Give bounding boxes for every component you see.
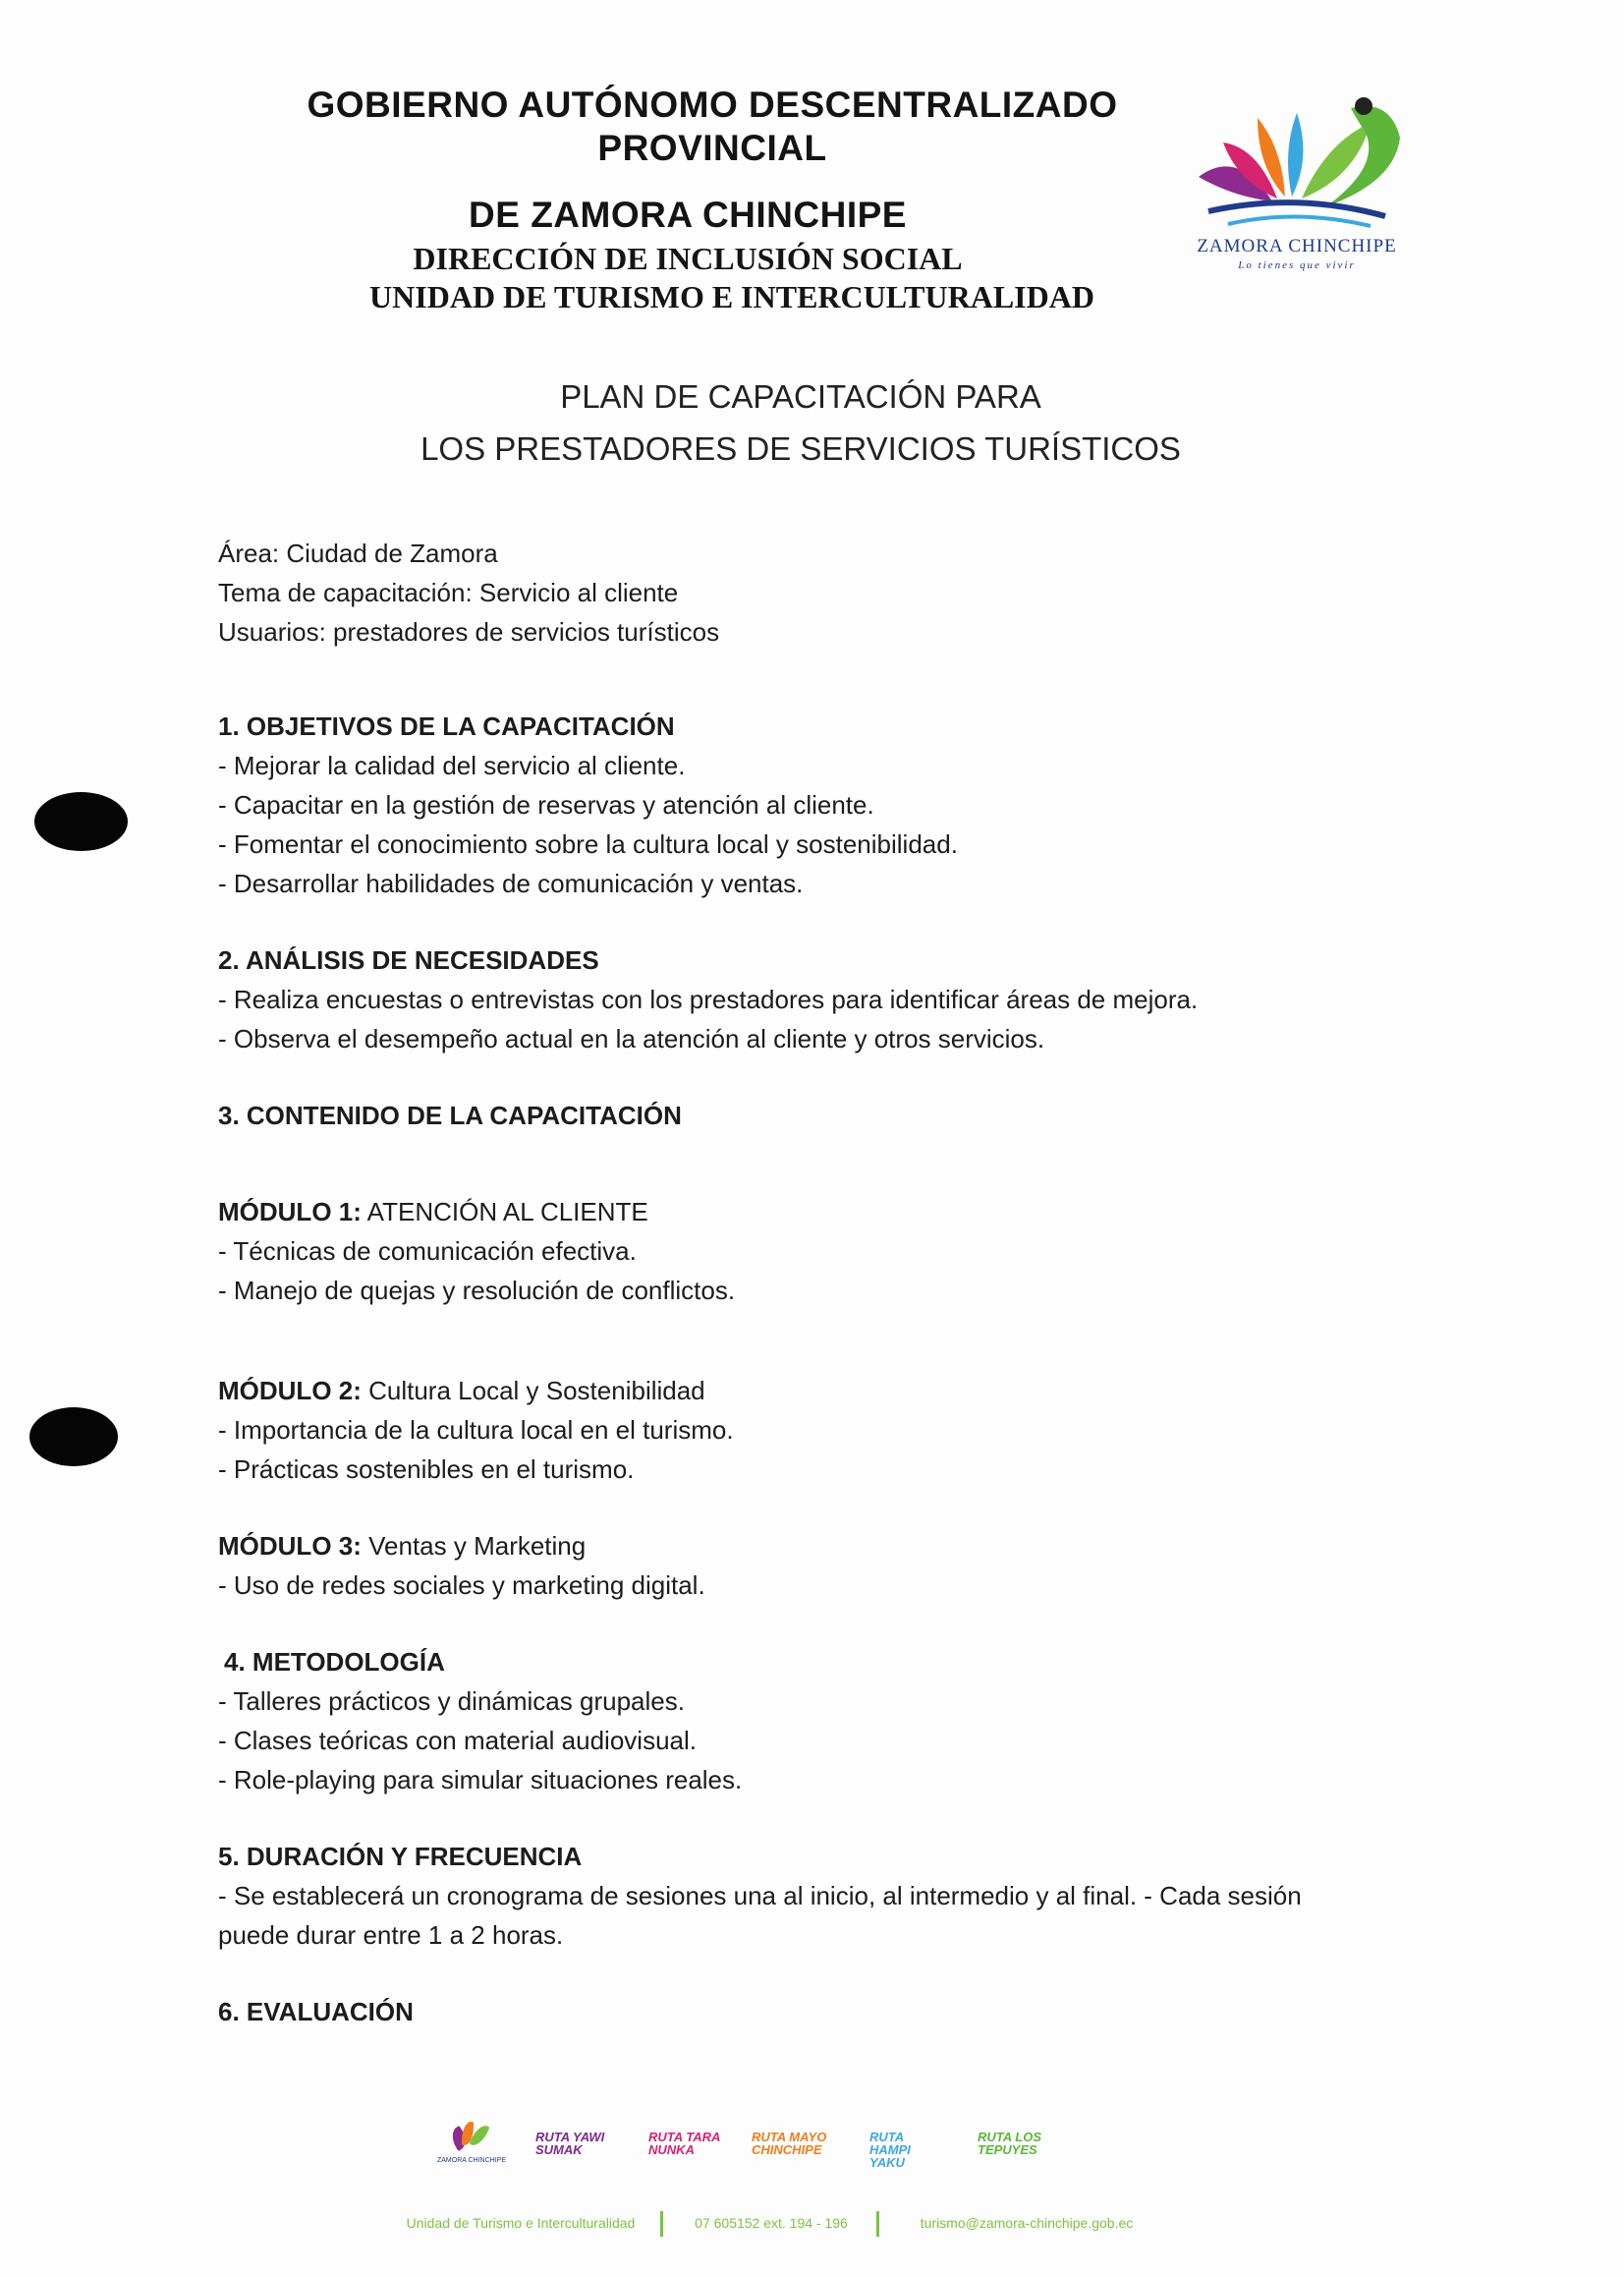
module-1-label: MÓDULO 1: [218,1197,362,1226]
header-line-3: DE ZAMORA CHINCHIPE [469,195,907,235]
s4-item: - Role-playing para simular situaciones reales. [218,1765,743,1794]
info-tema: Tema de capacitación: Servicio al cliente [218,578,679,607]
route-hampi-yaku: RUTA HAMPI YAKU [869,2130,911,2170]
section-2-heading: 2. ANÁLISIS DE NECESIDADES [218,945,599,975]
s5-line-1: - Se establecerá un cronograma de sesiones una al inicio, al intermedio y al final. - Cada sesión [218,1881,1302,1910]
route-los-tepuyes: RUTA LOS TEPUYES [978,2130,1041,2157]
section-1-heading: 1. OBJETIVOS DE LA CAPACITACIÓN [218,712,675,741]
route-mayo-chinchipe: RUTA MAYO CHINCHIPE [752,2130,827,2157]
document-title-line-1: PLAN DE CAPACITACIÓN PARA [560,378,1041,415]
footer-phone: 07 605152 ext. 194 - 196 [695,2215,848,2231]
header-line-1: GOBIERNO AUTÓNOMO DESCENTRALIZADO [307,85,1118,125]
m2-item: - Prácticas sostenibles en el turismo. [218,1454,635,1484]
footer-separator [660,2211,663,2237]
s2-item: - Observa el desempeño actual en la atención al cliente y otros servicios. [218,1024,1045,1053]
module-3-heading [218,1526,1495,1565]
s1-item: - Mejorar la calidad del servicio al cliente. [218,751,686,780]
s4-item: - Talleres prácticos y dinámicas grupales. [218,1686,685,1716]
s1-item: - Capacitar en la gestión de reservas y atención al cliente. [218,790,874,820]
logo [1179,88,1415,285]
header-line-2: PROVINCIAL [597,128,827,168]
logo-name: ZAMORA CHINCHIPE [1197,236,1397,256]
m1-item: - Manejo de quejas y resolución de conflictos. [218,1276,736,1305]
module-3-label: MÓDULO 3: [218,1531,362,1561]
m2-item: - Importancia de la cultura local en el turismo. [218,1415,734,1445]
section-5-heading: 5. DURACIÓN Y FRECUENCIA [218,1842,583,1871]
s2-item: - Realiza encuestas o entrevistas con los prestadores para identificar áreas de mejora. [218,985,1199,1014]
section-3-heading: 3. CONTENIDO DE LA CAPACITACIÓN [218,1101,682,1130]
s1-item: - Desarrollar habilidades de comunicación y ventas. [218,869,804,898]
section-6-heading: 6. EVALUACIÓN [218,1997,414,2026]
module-2-heading [218,1371,1495,1410]
parrot-lotus-logo-icon [1179,88,1415,246]
info-usuarios: Usuarios: prestadores de servicios turísticos [218,617,720,647]
logo-tagline: Lo tienes que vivir [1238,259,1356,271]
punch-hole-mark [29,1407,118,1466]
s5-line-2: puede durar entre 1 a 2 horas. [218,1920,564,1950]
footer-brand: ZAMORA CHINCHIPE [436,2157,506,2164]
module-2-title: Cultura Local y Sostenibilidad [361,1376,705,1405]
footer-separator [876,2211,879,2237]
document-title-line-2: LOS PRESTADORES DE SERVICIOS TURÍSTICOS [420,430,1181,467]
punch-hole-mark [34,792,128,851]
header-line-5: UNIDAD DE TURISMO E INTERCULTURALIDAD [369,279,1094,314]
header-line-4: DIRECCIÓN DE INCLUSIÓN SOCIAL [413,241,963,276]
m1-item: - Técnicas de comunicación efectiva. [218,1236,637,1266]
route-tara-nunka: RUTA TARA NUNKA [648,2130,720,2157]
footer-email: turismo@zamora-chinchipe.gob.ec [920,2215,1134,2231]
m3-item: - Uso de redes sociales y marketing digital. [218,1570,705,1600]
info-area: Área: Ciudad de Zamora [218,539,498,568]
footer-logo [432,2118,511,2177]
s4-item: - Clases teóricas con material audiovisual. [218,1726,697,1755]
module-3-title: Ventas y Marketing [361,1531,587,1561]
module-2-label: MÓDULO 2: [218,1376,362,1405]
document-body [218,534,1495,2031]
module-1-title: ATENCIÓN AL CLIENTE [361,1197,648,1226]
s1-item: - Fomentar el conocimiento sobre la cultura local y sostenibilidad. [218,829,958,859]
route-yawi-sumak: RUTA YAWI SUMAK [535,2130,605,2157]
footer-unit: Unidad de Turismo e Interculturalidad [406,2215,636,2231]
module-1-heading [218,1192,1495,1231]
section-4-heading: 4. METODOLOGÍA [224,1647,445,1677]
